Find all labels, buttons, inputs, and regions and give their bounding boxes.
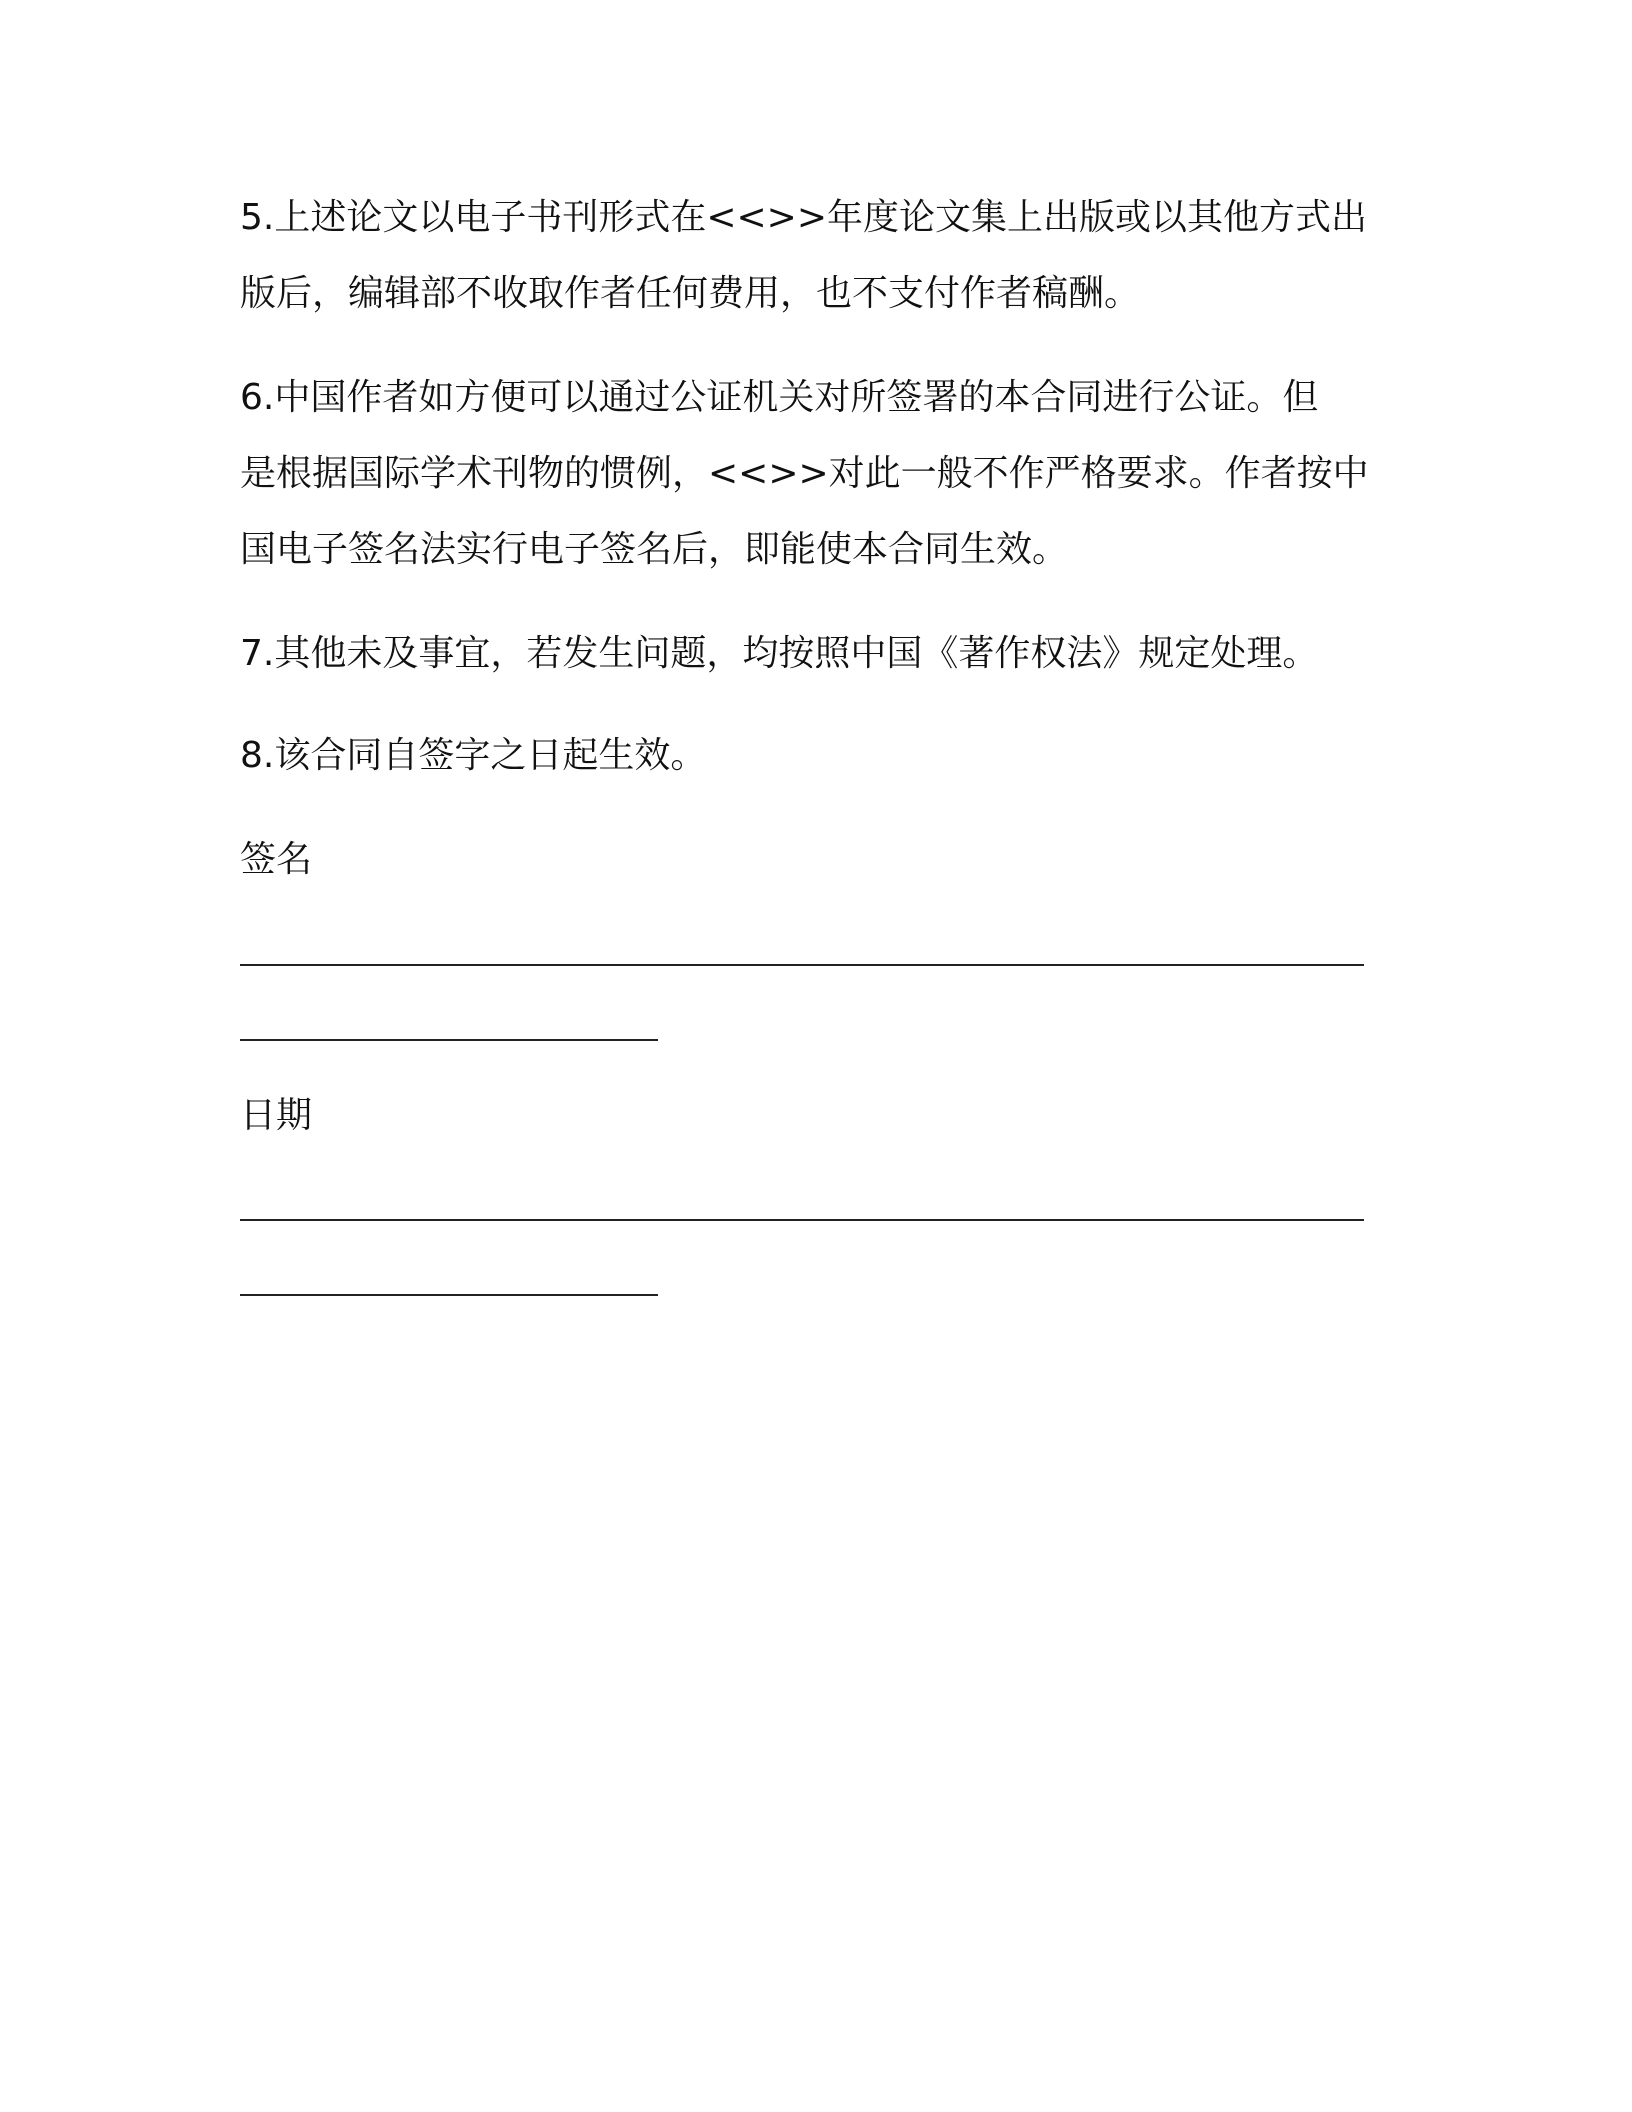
signature-line-2[interactable] xyxy=(240,1039,658,1041)
clause-5 xyxy=(240,180,1380,332)
signature-label: 签名 xyxy=(240,839,313,880)
clause-6-line-2: 是根据国际学术刊物的惯例，<<>>对此一般不作严格要求。作者按中 xyxy=(240,453,1369,494)
clause-7-line-1: 7.其他未及事宜，若发生问题，均按照中国《著作权法》规定处理。 xyxy=(240,633,1319,674)
clause-8-line-1: 8.该合同自签字之日起生效。 xyxy=(240,735,707,776)
clause-5-line-1: 5.上述论文以电子书刊形式在<<>>年度论文集上出版或以其他方式出 xyxy=(240,197,1368,238)
clause-5-line-2: 版后，编辑部不收取作者任何费用，也不支付作者稿酬。 xyxy=(240,273,1141,314)
date-line-2[interactable] xyxy=(240,1294,658,1296)
date-line-1[interactable] xyxy=(240,1219,1364,1221)
clause-7 xyxy=(240,616,1380,692)
date-label: 日期 xyxy=(240,1095,313,1136)
clause-8 xyxy=(240,718,1380,794)
clause-6 xyxy=(240,360,1380,588)
clause-6-line-1: 6.中国作者如方便可以通过公证机关对所签署的本合同进行公证。但 xyxy=(240,377,1319,418)
signature-line-1[interactable] xyxy=(240,964,1364,966)
clause-6-line-3: 国电子签名法实行电子签名后，即能使本合同生效。 xyxy=(240,529,1069,570)
